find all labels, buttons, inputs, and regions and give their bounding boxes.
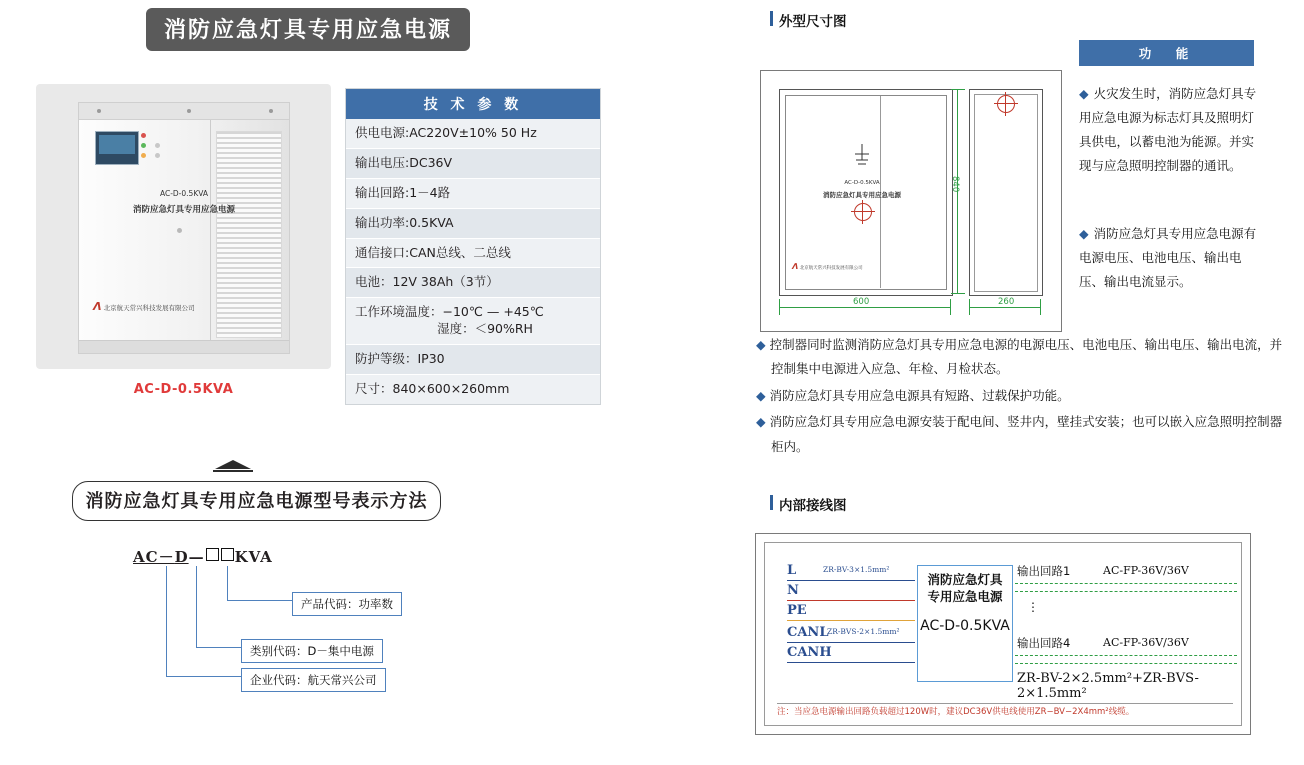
brand-mark-icon: Λ [791, 262, 800, 271]
screw-icon [187, 109, 191, 113]
wire-line-PE [787, 620, 915, 621]
drawing-name-text: 消防应急灯具专用应急电源 [823, 191, 901, 199]
bullet-diamond-icon: ◆ [756, 387, 766, 403]
table-row: 通信接口:CAN总线、二总线 [346, 239, 600, 269]
product-caption: AC-D-0.5KVA [133, 382, 234, 397]
model-code-mid: D [174, 548, 189, 566]
panel-screen [99, 135, 135, 154]
table-row: 电池：12V 38Ah（3节） [346, 268, 600, 298]
function-bullet-2 [1079, 222, 1261, 294]
cabinet-base [79, 340, 289, 353]
legend-enterprise-code: 企业代码：航天常兴公司 [241, 668, 386, 692]
wire-line-L [787, 580, 915, 581]
table-row: 供电电源:AC220V±10% 50 Hz [346, 119, 600, 149]
cabinet-name-text: 消防应急灯具专用应急电源 [132, 205, 235, 215]
output-dash-line [1015, 583, 1237, 584]
terminal-label-CANL: CANL [787, 625, 829, 640]
spec-table [345, 88, 601, 405]
cabinet-side-inner [974, 94, 1038, 292]
dimension-tick [950, 299, 951, 315]
legend-product-code: 产品代码：功率数 [292, 592, 402, 616]
output-circuit-4-value: AC-FP-36V/36V [1103, 636, 1189, 649]
led-icon [141, 133, 146, 138]
brand-mark-icon: Λ [91, 300, 103, 313]
cabinet-top-panel [79, 103, 289, 120]
cabinet-side-view [969, 89, 1043, 296]
dimension-tick [779, 299, 780, 315]
bullet-diamond-icon: ◆ [1079, 86, 1089, 101]
wiring-diagram [755, 533, 1251, 735]
symbol-icon [850, 142, 874, 168]
center-crosshair-icon [854, 203, 872, 221]
cabinet-logo [91, 300, 195, 313]
leader-line [227, 566, 228, 600]
leader-line [166, 676, 242, 677]
leader-line [196, 566, 197, 647]
output-circuit-1-value: AC-FP-36V/36V [1103, 564, 1189, 577]
screw-icon [269, 109, 273, 113]
core-unit-name [918, 572, 1012, 606]
cabinet-model-text: AC-D-0.5KVA [159, 189, 209, 198]
arrow-icon [211, 460, 255, 472]
bullet-diamond-icon: ◆ [756, 337, 766, 352]
table-row: 输出电压:DC36V [346, 149, 600, 179]
placeholder-box-icon [206, 548, 219, 561]
model-banner: 消防应急灯具专用应急电源型号表示方法 [72, 481, 441, 521]
core-unit-model: AC-D-0.5KVA [920, 618, 1010, 634]
table-row: 输出回路:1－4路 [346, 179, 600, 209]
side-crosshair-icon [997, 95, 1015, 113]
placeholder-box-icon [221, 548, 234, 561]
leader-line [166, 566, 167, 676]
function-bullet-2-text: 消防应急灯具专用应急电源有电源电压、电池电压、输出电压、输出电流显示。 [1079, 226, 1257, 289]
indicator-leds [141, 133, 171, 161]
dimension-tick [1040, 299, 1041, 315]
cabinet-door-split [210, 120, 211, 352]
dimension-tick [951, 293, 965, 294]
leader-line [227, 600, 293, 601]
cabinet-logo-text: 北京航天常兴科技发展有限公司 [103, 304, 195, 312]
cabinet-front-view [779, 89, 953, 296]
output-dash-line [1015, 591, 1237, 592]
terminal-label-PE: PE [787, 603, 807, 618]
core-unit-box [917, 565, 1013, 682]
table-row: 防护等级：IP30 [346, 345, 600, 375]
model-code [133, 546, 273, 567]
section-title-dimensions: 外型尺寸图 [779, 10, 847, 30]
list-item-text: 消防应急灯具专用应急电源具有短路、过载保护功能。 [769, 387, 1070, 403]
note-divider [777, 703, 1233, 704]
led-icon [141, 143, 146, 148]
terminal-label-CANH: CANH [787, 645, 832, 660]
temp-line-2: 湿度：＜90%RH [437, 321, 533, 337]
drawing-logo [792, 262, 863, 271]
led-icon [155, 153, 160, 158]
dimension-tick [969, 299, 970, 315]
ellipsis-icon: ⋮ [1027, 600, 1039, 614]
left-column [0, 0, 640, 765]
table-row-temperature [346, 298, 600, 345]
list-item [756, 410, 1286, 459]
list-item [756, 384, 1286, 408]
function-header: 功 能 [1079, 40, 1254, 66]
wire-line-CANH [787, 662, 915, 663]
core-unit-name-line1: 消防应急灯具 [927, 572, 1003, 587]
output-circuit-4-label: 输出回路4 [1017, 636, 1071, 650]
spec-table-header: 技 术 参 数 [346, 89, 600, 119]
dimension-width-label: 600 [853, 297, 870, 307]
temp-line-1: 工作环境温度：−10℃ — +45℃ [355, 304, 544, 320]
dimension-height-label: 840 [950, 176, 960, 193]
output-dash-line [1015, 663, 1237, 664]
product-photo [36, 84, 331, 369]
cable-label-top: ZR-BV-3×1.5mm² [823, 565, 890, 574]
dimension-line-width [779, 307, 951, 308]
leader-line [196, 647, 242, 648]
function-bullet-list [756, 333, 1286, 461]
bottom-cable-label: ZR-BV-2×2.5mm²+ZR-BVS-2×1.5mm² [1017, 671, 1199, 701]
output-dash-line [1015, 655, 1237, 656]
dimension-line-depth [969, 307, 1041, 308]
page-title: 消防应急灯具专用应急电源 [146, 8, 470, 51]
model-code-suffix: KVA [234, 548, 273, 566]
output-circuit-1-label: 输出回路1 [1017, 564, 1071, 578]
core-unit-name-line2: 专用应急电源 [927, 588, 1003, 604]
bullet-diamond-icon: ◆ [756, 414, 766, 430]
terminal-label-N: N [787, 583, 799, 598]
model-code-dash: — [188, 548, 205, 566]
function-bullet-1 [1079, 82, 1261, 178]
wire-line-N [787, 600, 915, 601]
table-row: 输出功率:0.5KVA [346, 209, 600, 239]
drawing-logo-text: 北京航天常兴科技发展有限公司 [799, 266, 863, 271]
terminal-label-L: L [787, 563, 797, 578]
control-panel [95, 131, 139, 165]
led-icon [155, 143, 160, 148]
wire-line-CANL [787, 642, 915, 643]
dimension-drawing [760, 70, 1062, 332]
function-bullet-1-text: 火灾发生时，消防应急灯具专用应急电源为标志灯具及照明灯具供电，以蓄电池为能源。并实现与应急照明控制器的通讯。 [1079, 86, 1257, 173]
dimension-depth-label: 260 [998, 297, 1015, 307]
cabinet-vents [216, 131, 282, 338]
led-icon [141, 153, 146, 158]
list-item-text: 控制器同时监测消防应急灯具专用应急电源的电源电压、电池电压、输出电压、输出电流，并控制集中电源进入应急、年检、月检状态。 [769, 337, 1283, 377]
list-item [756, 333, 1286, 382]
cable-label-can: ZR-BVS-2×1.5mm² [827, 627, 900, 636]
bullet-diamond-icon: ◆ [1079, 226, 1089, 241]
drawing-model-text: AC-D-0.5KVA [844, 180, 880, 186]
model-code-prefix: AC－ [133, 548, 175, 566]
screw-icon [97, 109, 101, 113]
wiring-note: 注：当应急电源输出回路负载超过120W时，建议DC36V供电线使用ZR−BV−2X4mm²线缆。 [777, 707, 1135, 717]
wiring-diagram-frame [764, 542, 1242, 726]
legend-category-code: 类别代码：D－集中电源 [241, 639, 383, 663]
table-row: 尺寸：840×600×260mm [346, 375, 600, 405]
cabinet-illustration [78, 102, 290, 354]
cabinet-knob [177, 228, 182, 233]
section-title-wiring: 内部接线图 [779, 494, 847, 514]
dimension-tick [951, 89, 965, 90]
list-item-text: 消防应急灯具专用应急电源安装于配电间、竖井内，壁挂式安装；也可以嵌入应急照明控制器柜内。 [769, 414, 1283, 454]
